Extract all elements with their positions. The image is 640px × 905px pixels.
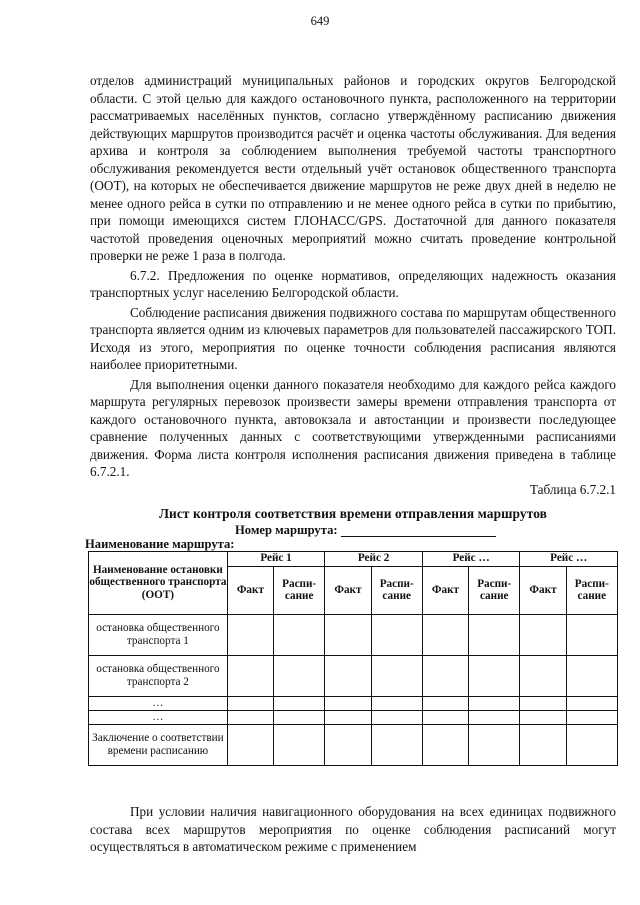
header-trip-3: Рейс … [422, 551, 520, 566]
row-ellipsis-2: … [89, 710, 228, 724]
main-text [85, 72, 616, 766]
paragraph-2: 6.7.2. Предложения по оценке нормативов, определяющих надежность оказания транспортных услуг населению Белгородской области. [90, 267, 616, 300]
table-title: Лист контроля соответствия времени отправления маршрутов [158, 506, 548, 521]
closing-text [90, 803, 616, 856]
paragraph-4: Для выполнения оценки данного показателя необходимо для каждого рейса каждого маршрута регулярных перевозок произвести замеры времени отправления транспорта от каждого остановочного пункта, автовокзала и автостанции и произвести последующее сравнение полученных данных с соответствующими утвержденными расписаниями движения. Форма листа контроля исполнения расписания движения приведена в таблице 6.7.2.1. [90, 376, 616, 479]
table-caption: Таблица 6.7.2.1 [529, 481, 616, 497]
table-row [89, 724, 618, 765]
header-fact: Факт [325, 566, 371, 614]
schedule-control-table [88, 551, 618, 766]
paragraph-3: Соблюдение расписания движения подвижного состава по маршрутам общественного транспорта является одним из ключевых параметров для пользователей пассажирского ТОП. Исходя из этого, мероприятия по оценке точности соблюдения расписания являются наиболее приоритетными. [90, 304, 616, 372]
table-row [89, 710, 618, 724]
route-number-label: Номер маршрута: [235, 522, 338, 537]
row-stop-2: остановка общественного транспорта 2 [89, 655, 228, 696]
table-row [89, 614, 618, 655]
route-number-field [235, 523, 616, 537]
header-trip-1: Рейс 1 [227, 551, 325, 566]
header-stop-name: Наименование остановки общественного транспорта (ООТ) [89, 551, 228, 614]
row-ellipsis-1: … [89, 696, 228, 710]
header-fact: Факт [520, 566, 566, 614]
header-fact: Факт [227, 566, 273, 614]
route-name-label: Наименование маршрута: [85, 536, 235, 551]
row-conclusion: Заключение о соответствии времени расписанию [89, 724, 228, 765]
header-schedule: Распи-сание [274, 566, 325, 614]
paragraph-5: При условии наличия навигационного оборудования на всех единицах подвижного состава всех маршрутов мероприятия по оценке соблюдения расписаний могут осуществляться в автоматическом режиме с применением [90, 804, 616, 854]
route-name-field [85, 537, 616, 551]
table-row [89, 655, 618, 696]
row-stop-1: остановка общественного транспорта 1 [89, 614, 228, 655]
page-number: 649 [310, 14, 330, 28]
table-row [89, 696, 618, 710]
header-trip-2: Рейс 2 [325, 551, 423, 566]
table-header-row [89, 551, 618, 566]
route-number-blank [341, 524, 496, 537]
paragraph-1: отделов администраций муниципальных районов и городских округов Белгородской области. С этой целью для каждого остановочного пункта, расположенного на территории рассматриваемых населённых пунктов, согласно утверждённому расписанию движения действующих маршрутов производится расчёт и оценка частоты обслуживания. Для ведения архива и контроля за соблюдением выполнения требуемой частоты транспортного обслуживания рекомендуется вести отдельный учёт остановок общественного транспорта (ООТ), на которых не обеспечивается движение маршрутов не реже двух дней в неделю не менее одного рейса в сутки по отправлению и не менее одного рейса в сутки по прибытию, при помощи имеющихся систем ГЛОНАСС/GPS. Достаточной для данного показателя частотой проведения оценочных мероприятий можно считать проведение контрольной проверки не реже 1 раза в полгода. [90, 73, 616, 263]
header-fact: Факт [422, 566, 468, 614]
header-trip-4: Рейс … [520, 551, 618, 566]
header-schedule: Распи-сание [371, 566, 422, 614]
header-schedule: Распи-сание [566, 566, 617, 614]
header-schedule: Распи-сание [469, 566, 520, 614]
